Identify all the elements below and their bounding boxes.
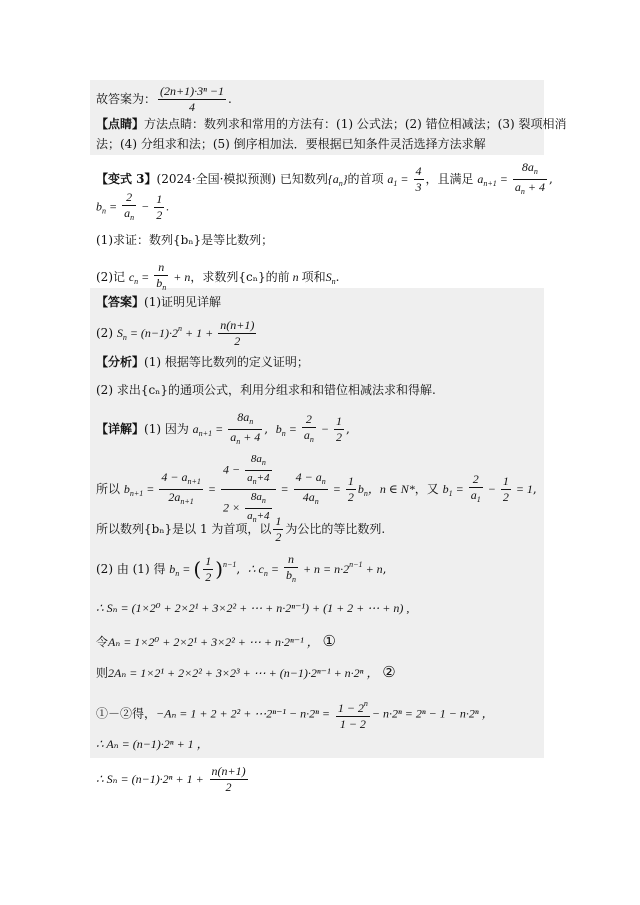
eq-2an-line: 则2Aₙ = 1×2¹ + 2×2² + 3×2³ + ⋯ + (n−1)·2ⁿ⁻¹ + n·2ⁿ ， ② [96, 663, 396, 681]
q1-text: 求证：数列{bₙ}是等比数列； [113, 233, 274, 247]
circle-1: ① [322, 632, 336, 650]
eq-an-result: ∴ Aₙ = (n−1)·2ⁿ + 1 ， [96, 737, 209, 751]
dianjing-text-2: 法；(4) 分组求和法；(5) 倒序相加法．要根据已知条件灵活选择方法求解 [96, 137, 486, 151]
eq-an: Aₙ = 1×2⁰ + 2×2¹ + 3×2² + ⋯ + n·2ⁿ⁻¹ ， [108, 635, 319, 649]
dianjing-line-1 [96, 118, 566, 130]
eq-final: ∴ Sₙ = (n−1)·2ⁿ + 1 + [96, 772, 204, 786]
variant-line-2: $b_n$ = $\frac{2}{a_n}$ − $\frac{1}{2}$ . [96, 190, 170, 222]
eq-sn-sum: ∴ Sₙ = (1×2⁰ + 2×2¹ + 3×2² + ⋯ + n·2ⁿ⁻¹) + (1 + 2 + ⋯ + n) , [96, 601, 410, 615]
detail-line-4: (2) 由 (1) 得 $b_n$ = ( $\frac{1}{2}$ )$^{n-1}$, ∴ $c_n$ = $\frac{n}{b_n}$ + $n = n\cdot 2^{n-1} + n$, [96, 552, 387, 584]
variant-source: (2024·全国·模拟预测) [156, 172, 277, 186]
question-1 [96, 234, 273, 246]
circle-2: ② [382, 663, 396, 681]
eq-2an: 2Aₙ = 1×2¹ + 2×2² + 3×2³ + ⋯ + (n−1)·2ⁿ⁻¹ + n·2ⁿ ， [108, 666, 379, 680]
dianjing-text-1: 方法点睛：数列求和常用的方法有：(1) 公式法；(2) 错位相减法；(3) 裂项相消 [144, 117, 567, 131]
answer-1: (1)证明见详解 [144, 295, 222, 309]
analysis-line-1: 【分析】(1) 根据等比数列的定义证明； [96, 355, 309, 369]
variant-line-1: 【变式 3】(2024·全国·模拟预测) 已知数列$\{a_n\}$的首项 $a_1$ = $\frac{4}{3}$ ，且满足 $a_{n+1}$ = $\frac{8a_n}{a_n + 4}$ , [96, 160, 553, 196]
detail-tag: 【详解】 [96, 422, 145, 436]
q2-label: (2) [96, 270, 113, 284]
answer-line-1 [96, 296, 221, 308]
variant-tag: 【变式 3】 [96, 172, 157, 186]
prev-answer-fraction: $\frac{\text{(2n+1)·3ⁿ −1}}{4}$ [160, 84, 224, 114]
eq-final-line: ∴ Sₙ = (n−1)·2ⁿ + 1 + $\frac{n(n+1)}{2}$ [96, 764, 246, 794]
answer-tag: 【答案】 [96, 295, 145, 309]
answer-prefix: 故答案为： [96, 92, 157, 106]
question-2: (2)记 $c_n$ = $\frac{n}{b_n}$ + n，求数列{cₙ}的前 n 项和$S_n$. [96, 260, 340, 292]
detail-line-2: 所以 $b_{n+1}$ = $\frac{4 - a_{n+1}}{2a_{n+1}}$ = 4 − $\frac{8a_n}{a_n+4}$ 2 × $\frac{8a_n}{a_n+4}$ = $\frac{4 - a_n}{4a_n}$ = $\frac{1}{2}$ $b_n$，n ∈ N*，又 $b_1$ = $\frac{2}{a_1}$ − $\frac{1}{2}$ = 1, [96, 453, 537, 524]
analysis-line-2: (2) 求出{cₙ}的通项公式，利用分组求和和错位相减法求和得解. [96, 383, 436, 397]
dianjing-tag: 【点睛】 [96, 117, 145, 131]
minus-label: ①－②得， [96, 706, 157, 721]
answer-line-2: (2) $S_n = (n-1)\cdot 2^n + 1$ + $\frac{n(n+1)}{2}$ [96, 318, 255, 348]
detail-line-3: 所以数列{bₙ}是以 1 为首项，以 $\frac{1}{2}$ 为公比的等比数列. [96, 514, 386, 544]
prev-answer-line: 故答案为： $\frac{\text{(2n+1)·3ⁿ −1}}{4}$ . [96, 84, 232, 114]
eq-an-line: 令Aₙ = 1×2⁰ + 2×2¹ + 3×2² + ⋯ + n·2ⁿ⁻¹ ， ① [96, 632, 336, 650]
dianjing-line-2 [96, 138, 486, 150]
q1-label: (1) [96, 233, 113, 247]
analysis-tag: 【分析】 [96, 355, 145, 369]
detail-line-1: 【详解】(1) 因为 $a_{n+1}$ = $\frac{8a_n}{a_n + 4}$ , $b_n$ = $\frac{2}{a_n}$ − $\frac{1}{2}$ , [96, 410, 350, 446]
eq-minus-line: ①－②得，−Aₙ = 1 + 2 + 2² + ⋯2ⁿ⁻¹ − n·2ⁿ = $\frac{1 - 2^n}{1 - 2}$ − n·2ⁿ = 2ⁿ − 1 − n·2ⁿ ， [96, 696, 494, 732]
